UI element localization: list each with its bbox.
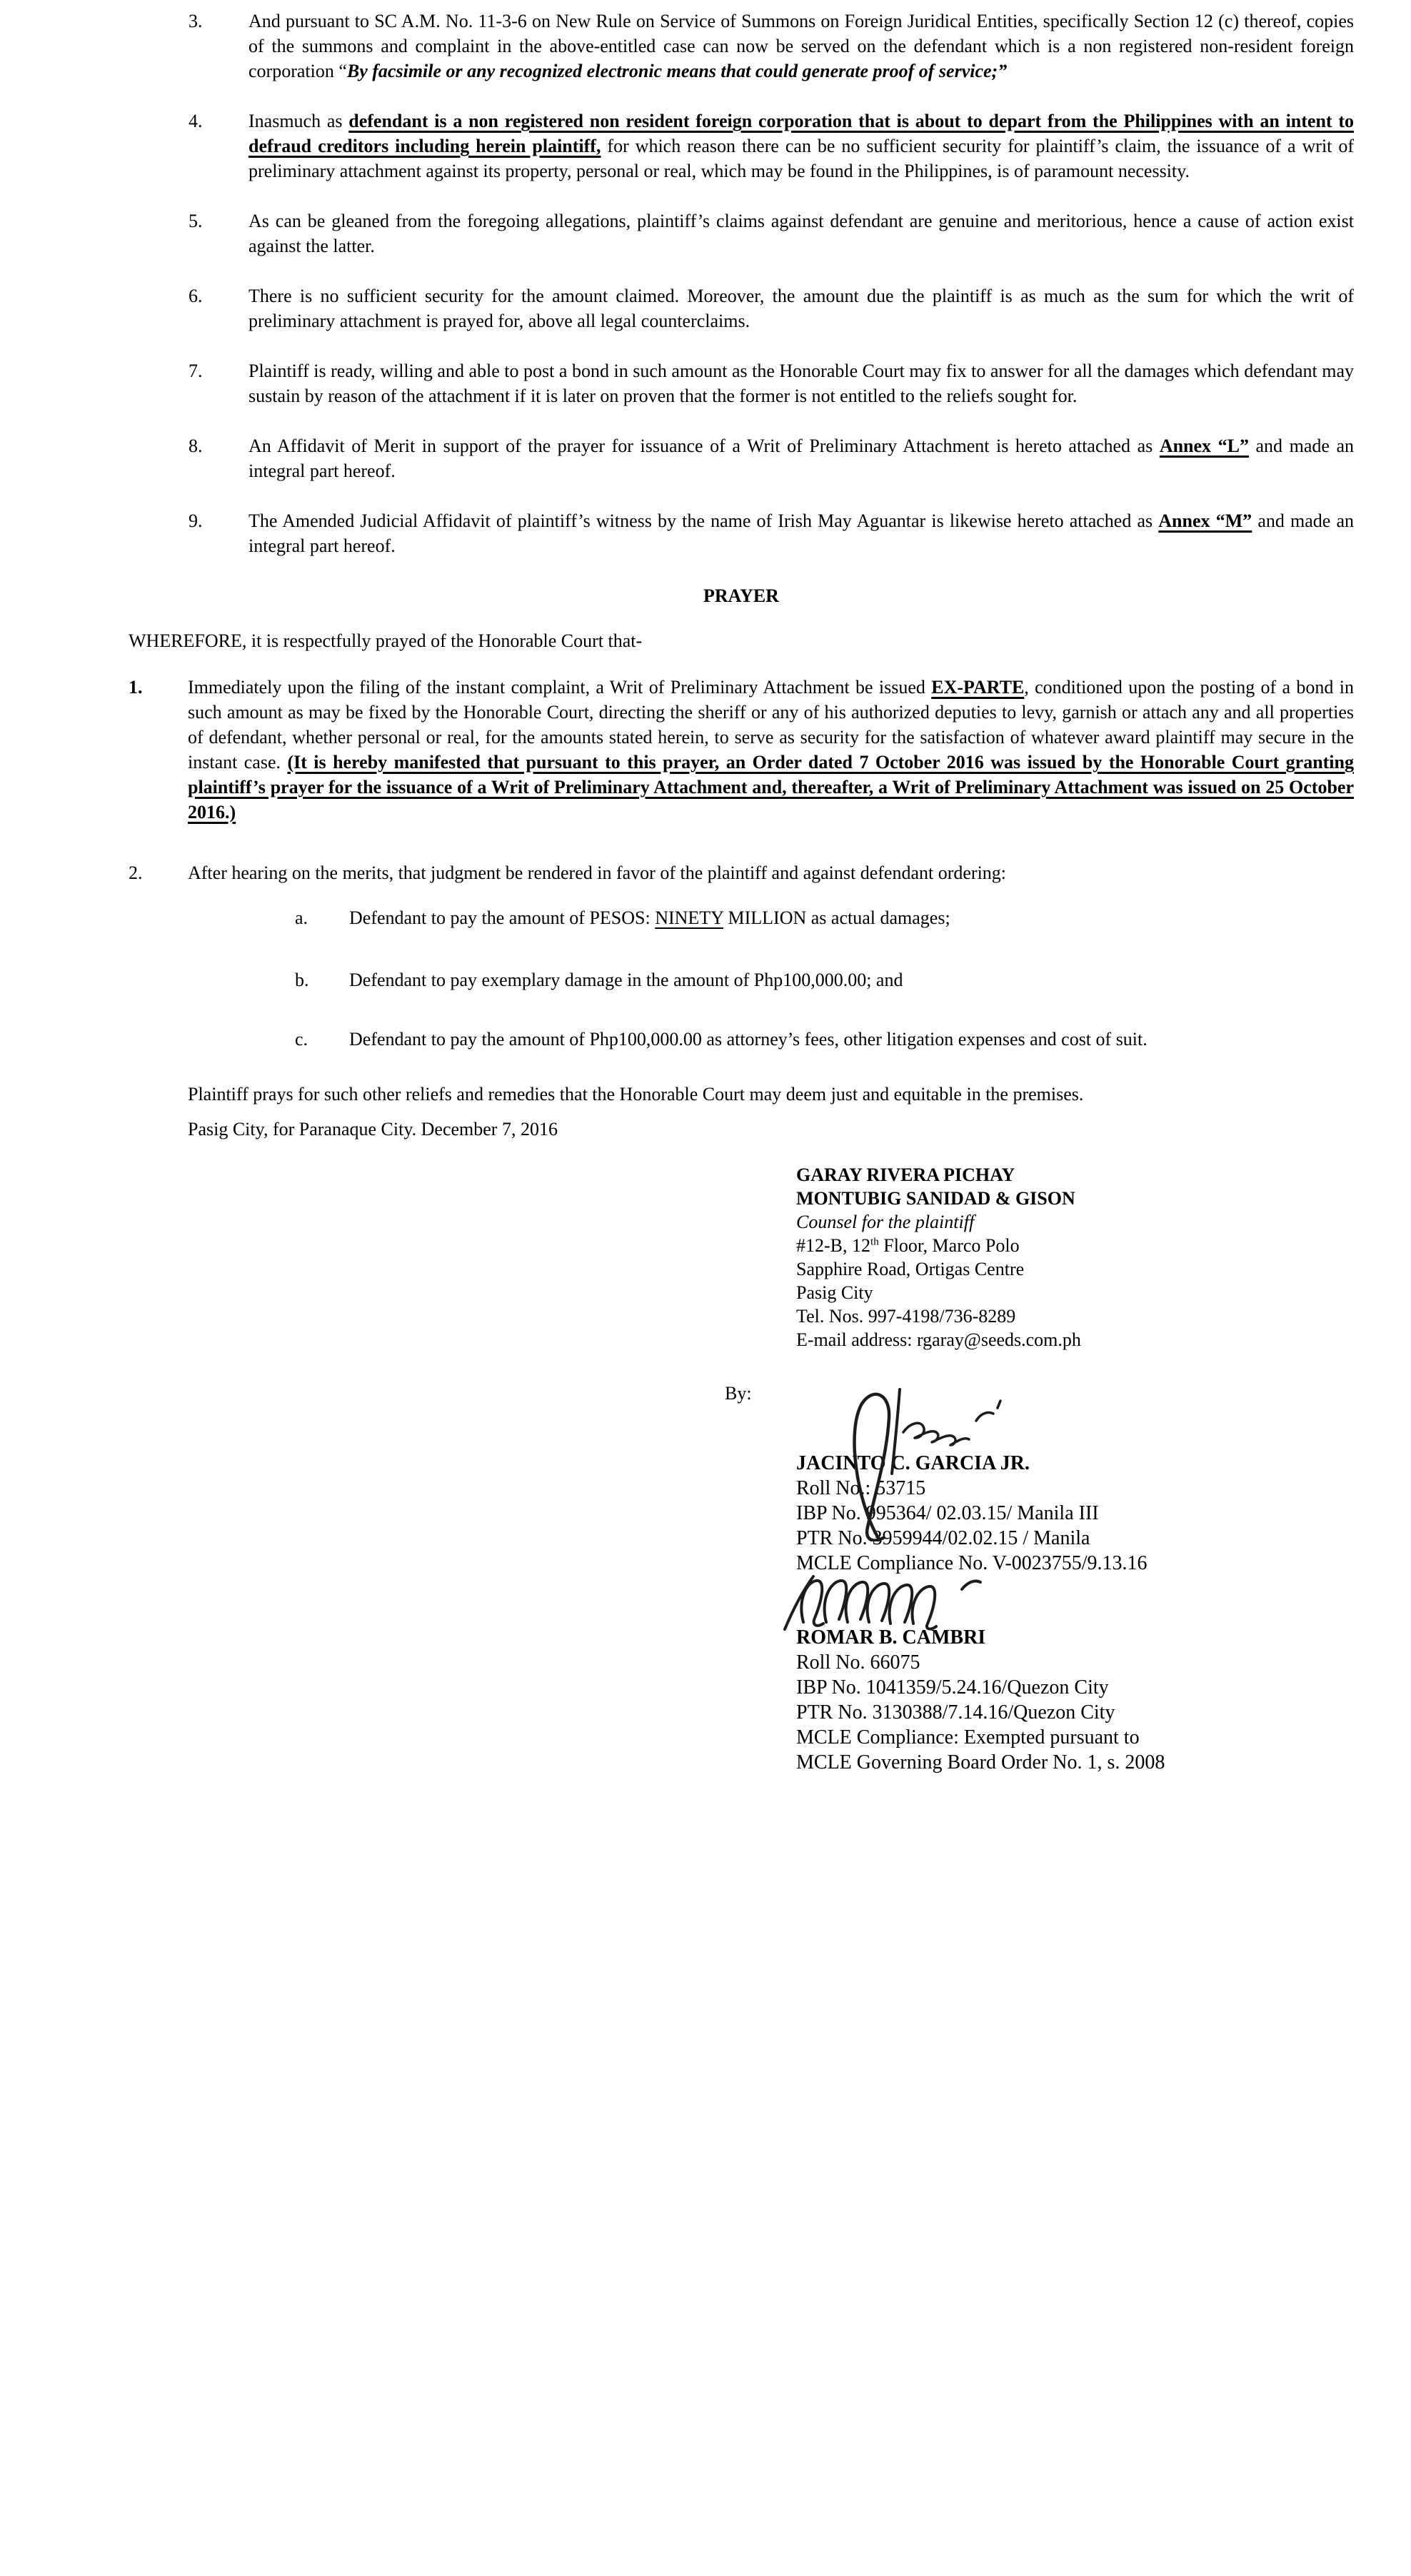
prayer-item-1-number: 1. bbox=[129, 677, 143, 698]
paragraph-6 bbox=[189, 283, 1354, 333]
paragraph-9-body: The Amended Judicial Affidavit of plaintiff’s witness by the name of Irish May Aguantar is likewise hereto attached as bbox=[248, 510, 1159, 531]
paragraph-8-tail: and made an integral part hereof. bbox=[248, 436, 1354, 481]
paragraph-9 bbox=[189, 508, 1354, 558]
paragraph-3 bbox=[189, 9, 1354, 84]
prayer-subitem-a-letter: a. bbox=[295, 907, 308, 928]
attorney-2-ibp: IBP No. 1041359/5.24.16/Quezon City bbox=[796, 1676, 1109, 1699]
paragraph-3-number: 3. bbox=[189, 11, 203, 31]
paragraph-4-number: 4. bbox=[189, 111, 203, 131]
dateline: Pasig City, for Paranaque City. December 7, 2016 bbox=[188, 1119, 558, 1139]
paragraph-4-lead: Inasmuch as bbox=[248, 111, 349, 131]
prayer-item-2 bbox=[129, 860, 1354, 885]
paragraph-6-text: There is no sufficient security for the amount claimed. Moreover, the amount due the plaintiff is as much as the sum for which the writ of preliminary attachment is prayed for, above all legal counterclaims. bbox=[248, 286, 1354, 331]
paragraph-9-tail: and made an integral part hereof. bbox=[248, 510, 1354, 556]
prayer-subitem-c bbox=[295, 1027, 1354, 1052]
firm-telephone: Tel. Nos. 997-4198/736-8289 bbox=[796, 1306, 1016, 1327]
paragraph-4-emphasis: defendant is a non registered non resident foreign corporation that is about to depart from the Philippines with an intent to defraud creditors including herein plaintiff, bbox=[248, 111, 1354, 156]
prayer-subitem-b-text: Defendant to pay exemplary damage in the amount of Php100,000.00; and bbox=[349, 970, 903, 990]
paragraph-9-annex-ref: Annex “M” bbox=[1158, 510, 1252, 531]
ninety-underline: NINETY bbox=[655, 907, 724, 928]
paragraph-3-body: And pursuant to SC A.M. No. 11-3-6 on New Rule on Service of Summons on Foreign Juridical Entities, specifically Section 12 (c) thereof, copies of the summons and complaint in the above-entitled case can now be served on the defendant which is a non registered non-resident foreign corporation “ bbox=[248, 11, 1354, 81]
paragraph-9-text bbox=[248, 508, 1354, 558]
attorney-2-mcle-line-2: MCLE Governing Board Order No. 1, s. 2008 bbox=[796, 1751, 1165, 1773]
prayer-subitem-a-text bbox=[349, 905, 1354, 930]
prayer-item-1 bbox=[129, 675, 1354, 825]
attorney-2-name: ROMAR B. CAMBRI bbox=[796, 1626, 986, 1649]
paragraph-3-text bbox=[248, 9, 1354, 84]
paragraph-3-quoted-rule: By facsimile or any recognized electronic means that could generate proof of service;” bbox=[346, 61, 1008, 81]
paragraph-5-text: As can be gleaned from the foregoing allegations, plaintiff’s claims against defendant are genuine and meritorious, hence a cause of action exist against the latter. bbox=[248, 211, 1354, 256]
paragraph-8-annex-ref: Annex “L” bbox=[1159, 436, 1249, 456]
prayer-subitem-b-letter: b. bbox=[295, 970, 309, 990]
prayer-item-1-text bbox=[188, 675, 1354, 825]
firm-address-line-1 bbox=[796, 1234, 1354, 1257]
attorney-1-ptr: PTR No. 3959944/02.02.15 / Manila bbox=[796, 1527, 1090, 1549]
cambri-signature-icon bbox=[782, 1575, 989, 1631]
firm-address-unit: #12-B, 12 bbox=[796, 1235, 870, 1256]
attorney-2-mcle-line-1: MCLE Compliance: Exempted pursuant to bbox=[796, 1726, 1140, 1749]
wherefore-clause: WHEREFORE, it is respectfully prayed of the Honorable Court that- bbox=[129, 630, 643, 651]
attorney-1-mcle: MCLE Compliance No. V-0023755/9.13.16 bbox=[796, 1552, 1148, 1574]
subitem-a-lead: Defendant to pay the amount of PESOS: bbox=[349, 907, 656, 928]
by-label: By: bbox=[725, 1383, 752, 1404]
paragraph-4-text bbox=[248, 109, 1354, 183]
paragraph-7-text: Plaintiff is ready, willing and able to post a bond in such amount as the Honorable Court may fix to answer for all the damages which defendant may sustain by reason of the attachment if it is later on proven that the former is not entitled to the reliefs sought for. bbox=[248, 361, 1354, 406]
paragraph-7 bbox=[189, 358, 1354, 408]
attorney-2-roll: Roll No. 66075 bbox=[796, 1651, 920, 1674]
prayer-item-2-number: 2. bbox=[129, 862, 143, 883]
firm-address-line-2: Sapphire Road, Ortigas Centre bbox=[796, 1259, 1025, 1279]
firm-name-line-2: MONTUBIG SANIDAD & GISON bbox=[796, 1188, 1075, 1209]
law-firm-block bbox=[796, 1163, 1354, 1352]
prayer-item-1-lead: Immediately upon the filing of the instant complaint, a Writ of Preliminary Attachment be issued bbox=[188, 677, 932, 698]
attorney-block-garcia bbox=[796, 1451, 1354, 1576]
prayer-subitem-a bbox=[295, 905, 1354, 930]
prayer-subitem-c-text: Defendant to pay the amount of Php100,000.00 as attorney’s fees, other litigation expenses and cost of suit. bbox=[349, 1029, 1148, 1050]
firm-email: E-mail address: rgaray@seeds.com.ph bbox=[796, 1329, 1081, 1350]
ex-parte-emphasis: EX-PARTE bbox=[931, 677, 1025, 698]
attorney-1-ibp: IBP No. 995364/ 02.03.15/ Manila III bbox=[796, 1502, 1099, 1524]
closing-prayer: Plaintiff prays for such other reliefs and remedies that the Honorable Court may deem just and equitable in the premises. bbox=[188, 1084, 1084, 1105]
firm-address-line-3: Pasig City bbox=[796, 1282, 873, 1303]
paragraph-5 bbox=[189, 208, 1354, 258]
paragraph-8 bbox=[189, 433, 1354, 483]
attorney-1-name: JACINTO C. GARCIA JR. bbox=[796, 1452, 1030, 1474]
prayer-heading: PRAYER bbox=[703, 585, 779, 606]
firm-tagline: Counsel for the plaintiff bbox=[796, 1212, 975, 1232]
paragraph-7-number: 7. bbox=[189, 361, 203, 381]
paragraph-8-body: An Affidavit of Merit in support of the prayer for issuance of a Writ of Preliminary Attachment is hereto attached as bbox=[248, 436, 1160, 456]
paragraph-5-number: 5. bbox=[189, 211, 203, 231]
paragraph-8-text bbox=[248, 433, 1354, 483]
prayer-subitem-b bbox=[295, 967, 1354, 992]
attorney-block-cambri bbox=[796, 1625, 1354, 1775]
paragraph-9-number: 9. bbox=[189, 510, 203, 531]
paragraph-4 bbox=[189, 109, 1354, 183]
manifestation-clause: (It is hereby manifested that pursuant to this prayer, an Order dated 7 October 2016 was issued by the Honorable Court granting plaintiff’s prayer for the issuance of a Writ of Preliminary Attachment and, thereafter, a Writ of Preliminary Attachment was issued on 25 October 2016.) bbox=[188, 752, 1354, 822]
attorney-1-roll: Roll No.: 53715 bbox=[796, 1477, 926, 1499]
firm-address-ordinal: th bbox=[870, 1236, 879, 1248]
subitem-a-tail: MILLION as actual damages; bbox=[723, 907, 950, 928]
paragraph-8-number: 8. bbox=[189, 436, 203, 456]
firm-name-line-1: GARAY RIVERA PICHAY bbox=[796, 1164, 1015, 1185]
paragraph-6-number: 6. bbox=[189, 286, 203, 306]
paragraph-4-body: for which reason there can be no sufficient security for plaintiff’s claim, the issuance of a writ of preliminary attachment against its property, personal or real, which may be found in the Philippines, is of paramount necessity. bbox=[248, 136, 1354, 181]
prayer-subitem-c-letter: c. bbox=[295, 1029, 308, 1050]
firm-address-building: Floor, Marco Polo bbox=[878, 1235, 1020, 1256]
prayer-item-1-body: , conditioned upon the posting of a bond in such amount as may be fixed by the Honorable Court, directing the sheriff or any of his authorized deputies to levy, garnish or attach any and all properties of defendant, whether personal or real, for the amounts stated herein, to serve as security for the satisfaction of whatever award plaintiff may secure in the instant case. bbox=[188, 677, 1354, 773]
prayer-item-2-text: After hearing on the merits, that judgment be rendered in favor of the plaintiff and against defendant ordering: bbox=[188, 862, 1007, 883]
attorney-2-ptr: PTR No. 3130388/7.14.16/Quezon City bbox=[796, 1701, 1115, 1724]
